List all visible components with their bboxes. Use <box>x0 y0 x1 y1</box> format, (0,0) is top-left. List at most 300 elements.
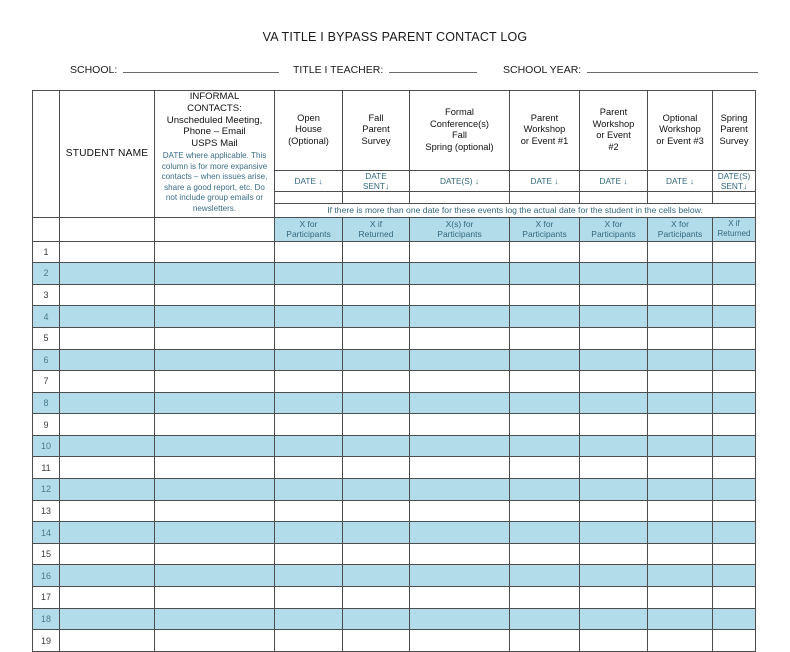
informal-title-line-3: Unscheduled Meeting, <box>166 114 263 126</box>
cell-fall-parent-survey[interactable] <box>343 543 410 565</box>
cell-open-house[interactable] <box>275 241 343 263</box>
cell-optional-workshop-3[interactable] <box>648 479 713 501</box>
row-number-cell: 3 <box>33 284 60 306</box>
cell-parent-workshop-1[interactable] <box>510 392 580 414</box>
row-number-cell: 8 <box>33 392 60 414</box>
cell-informal-contacts[interactable] <box>155 263 275 285</box>
cell-spring-parent-survey[interactable] <box>713 479 756 501</box>
cell-student-name[interactable] <box>60 522 155 544</box>
cell-student-name[interactable] <box>60 479 155 501</box>
cell-informal-contacts[interactable] <box>155 306 275 328</box>
x-label-parent-workshop-2 <box>580 217 648 241</box>
cell-parent-workshop-1[interactable] <box>510 414 580 436</box>
workshop2-title-line-4: #2 <box>608 141 619 152</box>
cell-spring-parent-survey[interactable] <box>713 349 756 371</box>
row-number-cell: 12 <box>33 479 60 501</box>
cell-parent-workshop-1[interactable] <box>510 630 580 652</box>
cell-parent-workshop-2[interactable] <box>580 241 648 263</box>
column-header-formal-conferences <box>410 91 510 171</box>
cell-optional-workshop-3[interactable] <box>648 630 713 652</box>
cell-formal-conferences[interactable] <box>410 306 510 328</box>
cell-parent-workshop-1[interactable] <box>510 522 580 544</box>
cell-fall-parent-survey[interactable] <box>343 587 410 609</box>
date-label-spring-survey-line-1: DATE(S) <box>717 170 751 181</box>
x-row-spacer-student-name <box>60 217 155 241</box>
x-row-spacer-informal <box>155 217 275 241</box>
workshop3-title-line-1: Optional <box>662 112 698 123</box>
cell-fall-parent-survey[interactable] <box>343 306 410 328</box>
cell-open-house[interactable] <box>275 500 343 522</box>
table-row <box>33 435 756 457</box>
banner-note: If there is more than one date for these events log the actual date for the student in the cells below. <box>275 203 756 217</box>
row-number-cell: 11 <box>33 457 60 479</box>
row-number-cell: 19 <box>33 630 60 652</box>
cell-parent-workshop-2[interactable] <box>580 392 648 414</box>
workshop3-title-line-3: or Event #3 <box>656 136 704 147</box>
cell-fall-parent-survey[interactable] <box>343 435 410 457</box>
cell-informal-contacts[interactable] <box>155 479 275 501</box>
form-fields <box>0 61 790 79</box>
workshop2-title-line-3: or Event <box>596 130 631 141</box>
table-row <box>33 241 756 263</box>
cell-parent-workshop-2[interactable] <box>580 500 648 522</box>
cell-spring-parent-survey[interactable] <box>713 306 756 328</box>
x-label-optional-workshop-3 <box>648 217 713 241</box>
cell-spring-parent-survey[interactable] <box>713 392 756 414</box>
date-label-spring-parent-survey <box>713 170 756 191</box>
cell-open-house[interactable] <box>275 392 343 414</box>
date-label-workshop3-line-1: DATE ↓ <box>666 175 694 186</box>
cell-fall-parent-survey[interactable] <box>343 349 410 371</box>
cell-parent-workshop-1[interactable] <box>510 371 580 393</box>
cell-parent-workshop-2[interactable] <box>580 543 648 565</box>
cell-spring-parent-survey[interactable] <box>713 565 756 587</box>
cell-student-name[interactable] <box>60 500 155 522</box>
header-blank-cell-parent-workshop-2 <box>580 191 648 203</box>
cell-informal-contacts[interactable] <box>155 241 275 263</box>
x-label-parent-workshop-1 <box>510 217 580 241</box>
cell-fall-parent-survey[interactable] <box>343 414 410 436</box>
cell-student-name[interactable] <box>60 392 155 414</box>
cell-parent-workshop-1[interactable] <box>510 284 580 306</box>
formal-conf-title-line-2: Conference(s) <box>430 118 489 129</box>
cell-parent-workshop-2[interactable] <box>580 457 648 479</box>
cell-fall-parent-survey[interactable] <box>343 565 410 587</box>
cell-informal-contacts[interactable] <box>155 414 275 436</box>
cell-informal-contacts[interactable] <box>155 392 275 414</box>
header-blank-cell-fall-parent-survey <box>343 191 410 203</box>
cell-parent-workshop-2[interactable] <box>580 435 648 457</box>
cell-student-name[interactable] <box>60 263 155 285</box>
table-row <box>33 543 756 565</box>
cell-formal-conferences[interactable] <box>410 630 510 652</box>
cell-student-name[interactable] <box>60 608 155 630</box>
cell-parent-workshop-1[interactable] <box>510 608 580 630</box>
page-title: VA TITLE I BYPASS PARENT CONTACT LOG <box>262 30 528 44</box>
cell-parent-workshop-1[interactable] <box>510 587 580 609</box>
cell-parent-workshop-2[interactable] <box>580 349 648 371</box>
row-number-cell: 14 <box>33 522 60 544</box>
cell-informal-contacts[interactable] <box>155 327 275 349</box>
workshop1-title-line-2: Workshop <box>523 124 566 135</box>
cell-optional-workshop-3[interactable] <box>648 435 713 457</box>
table-row <box>33 565 756 587</box>
cell-formal-conferences[interactable] <box>410 435 510 457</box>
cell-formal-conferences[interactable] <box>410 241 510 263</box>
cell-optional-workshop-3[interactable] <box>648 608 713 630</box>
field-school-year-input-line[interactable] <box>587 61 758 73</box>
cell-informal-contacts[interactable] <box>155 522 275 544</box>
table-row <box>33 392 756 414</box>
cell-informal-contacts[interactable] <box>155 630 275 652</box>
cell-formal-conferences[interactable] <box>410 587 510 609</box>
cell-formal-conferences[interactable] <box>410 479 510 501</box>
cell-spring-parent-survey[interactable] <box>713 414 756 436</box>
cell-informal-contacts[interactable] <box>155 371 275 393</box>
cell-optional-workshop-3[interactable] <box>648 327 713 349</box>
workshop3-title-line-2: Workshop <box>659 124 701 135</box>
cell-formal-conferences[interactable] <box>410 327 510 349</box>
cell-parent-workshop-2[interactable] <box>580 587 648 609</box>
date-label-fall-survey-line-1: DATE <box>365 170 387 181</box>
cell-optional-workshop-3[interactable] <box>648 263 713 285</box>
field-title-i-teacher <box>293 61 477 76</box>
fall-survey-title-line-3: Survey <box>361 136 391 147</box>
x-label-formal-conferences <box>410 217 510 241</box>
table-row <box>33 608 756 630</box>
row-number-cell: 7 <box>33 371 60 393</box>
cell-parent-workshop-2[interactable] <box>580 522 648 544</box>
cell-formal-conferences[interactable] <box>410 500 510 522</box>
column-header-parent-workshop-1 <box>510 91 580 171</box>
cell-student-name[interactable] <box>60 306 155 328</box>
open-house-title-line-3: (Optional) <box>288 136 329 147</box>
cell-formal-conferences[interactable] <box>410 284 510 306</box>
cell-fall-parent-survey[interactable] <box>343 371 410 393</box>
row-number-cell: 1 <box>33 241 60 263</box>
open-house-title-line-2: House <box>295 124 322 135</box>
cell-parent-workshop-1[interactable] <box>510 500 580 522</box>
date-label-fall-parent-survey <box>343 170 410 191</box>
cell-optional-workshop-3[interactable] <box>648 284 713 306</box>
header-row-x-marks <box>33 217 756 241</box>
cell-parent-workshop-1[interactable] <box>510 457 580 479</box>
x-label-formal-conf-line-2: Participants <box>437 229 482 240</box>
row-number-cell: 10 <box>33 435 60 457</box>
table-row <box>33 479 756 501</box>
cell-open-house[interactable] <box>275 284 343 306</box>
x-label-workshop2-line-2: Participants <box>591 229 636 240</box>
cell-informal-contacts[interactable] <box>155 608 275 630</box>
cell-formal-conferences[interactable] <box>410 608 510 630</box>
cell-open-house[interactable] <box>275 608 343 630</box>
cell-optional-workshop-3[interactable] <box>648 522 713 544</box>
spring-survey-title-line-3: Survey <box>719 136 749 147</box>
cell-fall-parent-survey[interactable] <box>343 500 410 522</box>
cell-fall-parent-survey[interactable] <box>343 241 410 263</box>
field-title-i-teacher-input-line[interactable] <box>389 61 477 73</box>
cell-parent-workshop-2[interactable] <box>580 284 648 306</box>
cell-parent-workshop-2[interactable] <box>580 306 648 328</box>
row-number-cell: 6 <box>33 349 60 371</box>
cell-formal-conferences[interactable] <box>410 457 510 479</box>
cell-student-name[interactable] <box>60 565 155 587</box>
table-row <box>33 522 756 544</box>
cell-parent-workshop-1[interactable] <box>510 241 580 263</box>
fall-survey-title-line-1: Fall <box>368 112 384 123</box>
parent-contact-log-table <box>32 90 756 652</box>
spring-survey-title-line-2: Parent <box>720 124 748 135</box>
column-header-informal-contacts <box>155 91 275 218</box>
cell-informal-contacts[interactable] <box>155 349 275 371</box>
cell-optional-workshop-3[interactable] <box>648 543 713 565</box>
cell-student-name[interactable] <box>60 371 155 393</box>
cell-open-house[interactable] <box>275 630 343 652</box>
cell-open-house[interactable] <box>275 522 343 544</box>
cell-spring-parent-survey[interactable] <box>713 371 756 393</box>
x-label-open-house-line-1: X for <box>299 218 318 229</box>
cell-spring-parent-survey[interactable] <box>713 241 756 263</box>
cell-spring-parent-survey[interactable] <box>713 263 756 285</box>
row-number-cell: 15 <box>33 543 60 565</box>
cell-open-house[interactable] <box>275 435 343 457</box>
table-row <box>33 500 756 522</box>
cell-informal-contacts[interactable] <box>155 565 275 587</box>
cell-student-name[interactable] <box>60 414 155 436</box>
cell-formal-conferences[interactable] <box>410 543 510 565</box>
field-school-input-line[interactable] <box>123 61 279 73</box>
cell-spring-parent-survey[interactable] <box>713 327 756 349</box>
date-label-formal-conf-line-1: DATE(S) ↓ <box>439 175 480 186</box>
cell-open-house[interactable] <box>275 327 343 349</box>
formal-conf-title-line-4: Spring (optional) <box>425 141 494 152</box>
cell-open-house[interactable] <box>275 371 343 393</box>
cell-parent-workshop-2[interactable] <box>580 565 648 587</box>
cell-spring-parent-survey[interactable] <box>713 587 756 609</box>
row-number-cell: 9 <box>33 414 60 436</box>
date-label-open-house-line-1: DATE ↓ <box>294 175 323 186</box>
field-school-label: SCHOOL: <box>70 64 118 76</box>
cell-optional-workshop-3[interactable] <box>648 500 713 522</box>
cell-spring-parent-survey[interactable] <box>713 457 756 479</box>
cell-spring-parent-survey[interactable] <box>713 543 756 565</box>
cell-formal-conferences[interactable] <box>410 371 510 393</box>
column-header-optional-workshop-3 <box>648 91 713 171</box>
cell-parent-workshop-1[interactable] <box>510 543 580 565</box>
cell-spring-parent-survey[interactable] <box>713 435 756 457</box>
cell-fall-parent-survey[interactable] <box>343 522 410 544</box>
cell-open-house[interactable] <box>275 587 343 609</box>
workshop2-title-line-1: Parent <box>599 107 628 118</box>
row-number-cell: 18 <box>33 608 60 630</box>
cell-optional-workshop-3[interactable] <box>648 565 713 587</box>
informal-title-line-4: Phone – Email <box>183 126 246 138</box>
date-label-optional-workshop-3 <box>648 170 713 191</box>
table-row <box>33 587 756 609</box>
field-school-year-label: SCHOOL YEAR: <box>503 64 582 76</box>
formal-conf-title-line-1: Formal <box>445 107 474 118</box>
row-number-cell: 5 <box>33 327 60 349</box>
cell-informal-contacts[interactable] <box>155 457 275 479</box>
x-row-spacer-row-number <box>33 217 60 241</box>
cell-fall-parent-survey[interactable] <box>343 263 410 285</box>
cell-open-house[interactable] <box>275 306 343 328</box>
cell-informal-contacts[interactable] <box>155 435 275 457</box>
cell-parent-workshop-1[interactable] <box>510 435 580 457</box>
fall-survey-title-line-2: Parent <box>362 124 390 135</box>
x-label-fall-survey-line-1: X if <box>369 218 383 229</box>
cell-fall-parent-survey[interactable] <box>343 630 410 652</box>
workshop2-title-line-2: Workshop <box>592 118 635 129</box>
cell-student-name[interactable] <box>60 587 155 609</box>
date-label-formal-conferences <box>410 170 510 191</box>
cell-optional-workshop-3[interactable] <box>648 587 713 609</box>
cell-parent-workshop-2[interactable] <box>580 414 648 436</box>
cell-open-house[interactable] <box>275 543 343 565</box>
date-label-fall-survey-line-2: SENT↓ <box>362 180 390 191</box>
table-row <box>33 284 756 306</box>
header-blank-cell-formal-conferences <box>410 191 510 203</box>
x-label-open-house <box>275 217 343 241</box>
header-blank-cell-open-house <box>275 191 343 203</box>
cell-parent-workshop-2[interactable] <box>580 371 648 393</box>
cell-fall-parent-survey[interactable] <box>343 392 410 414</box>
column-header-parent-workshop-2 <box>580 91 648 171</box>
cell-fall-parent-survey[interactable] <box>343 327 410 349</box>
cell-spring-parent-survey[interactable] <box>713 608 756 630</box>
cell-open-house[interactable] <box>275 479 343 501</box>
column-header-student-name: STUDENT NAME <box>60 91 155 218</box>
cell-formal-conferences[interactable] <box>410 565 510 587</box>
column-header-fall-parent-survey <box>343 91 410 171</box>
workshop1-title-line-1: Parent <box>530 112 559 123</box>
cell-open-house[interactable] <box>275 414 343 436</box>
cell-parent-workshop-2[interactable] <box>580 608 648 630</box>
informal-title-line-5: USPS Mail <box>191 138 238 150</box>
x-label-workshop1-line-2: Participants <box>522 229 567 240</box>
cell-student-name[interactable] <box>60 457 155 479</box>
formal-conf-title-line-3: Fall <box>452 130 467 141</box>
cell-open-house[interactable] <box>275 349 343 371</box>
header-blank-cell-parent-workshop-1 <box>510 191 580 203</box>
x-label-open-house-line-2: Participants <box>286 229 331 240</box>
cell-parent-workshop-1[interactable] <box>510 306 580 328</box>
cell-fall-parent-survey[interactable] <box>343 457 410 479</box>
cell-optional-workshop-3[interactable] <box>648 306 713 328</box>
cell-optional-workshop-3[interactable] <box>648 371 713 393</box>
workshop1-title-line-3: or Event #1 <box>520 136 569 147</box>
cell-informal-contacts[interactable] <box>155 587 275 609</box>
field-title-i-teacher-label: TITLE I TEACHER: <box>293 64 384 76</box>
cell-optional-workshop-3[interactable] <box>648 392 713 414</box>
column-header-spring-parent-survey <box>713 91 756 171</box>
row-number-cell: 16 <box>33 565 60 587</box>
cell-student-name[interactable] <box>60 327 155 349</box>
header-blank-cell-optional-workshop-3 <box>648 191 713 203</box>
cell-formal-conferences[interactable] <box>410 414 510 436</box>
cell-informal-contacts[interactable] <box>155 500 275 522</box>
cell-parent-workshop-2[interactable] <box>580 630 648 652</box>
table-row <box>33 306 756 328</box>
cell-student-name[interactable] <box>60 435 155 457</box>
cell-parent-workshop-2[interactable] <box>580 263 648 285</box>
column-header-open-house <box>275 91 343 171</box>
cell-formal-conferences[interactable] <box>410 392 510 414</box>
x-label-fall-survey-line-2: Returned <box>358 229 394 240</box>
cell-fall-parent-survey[interactable] <box>343 608 410 630</box>
cell-student-name[interactable] <box>60 349 155 371</box>
informal-title-line-1: INFORMAL <box>189 91 240 102</box>
cell-parent-workshop-2[interactable] <box>580 479 648 501</box>
table-body <box>33 241 756 651</box>
cell-parent-workshop-1[interactable] <box>510 327 580 349</box>
cell-student-name[interactable] <box>60 630 155 652</box>
table-row <box>33 371 756 393</box>
cell-optional-workshop-3[interactable] <box>648 414 713 436</box>
table-row <box>33 263 756 285</box>
cell-open-house[interactable] <box>275 565 343 587</box>
cell-parent-workshop-2[interactable] <box>580 327 648 349</box>
row-number-cell: 13 <box>33 500 60 522</box>
cell-fall-parent-survey[interactable] <box>343 284 410 306</box>
cell-fall-parent-survey[interactable] <box>343 479 410 501</box>
date-label-spring-survey-line-2: SENT↓ <box>720 180 748 191</box>
cell-informal-contacts[interactable] <box>155 284 275 306</box>
x-label-workshop1-line-1: X for <box>535 218 554 229</box>
cell-spring-parent-survey[interactable] <box>713 284 756 306</box>
cell-open-house[interactable] <box>275 263 343 285</box>
x-label-workshop2-line-1: X for <box>604 218 623 229</box>
column-header-row-number <box>33 91 60 218</box>
date-label-workshop1-line-1: DATE ↓ <box>530 175 559 186</box>
field-school <box>70 61 279 76</box>
cell-spring-parent-survey[interactable] <box>713 500 756 522</box>
x-label-formal-conf-line-1: X(s) for <box>445 218 474 229</box>
cell-spring-parent-survey[interactable] <box>713 630 756 652</box>
cell-open-house[interactable] <box>275 457 343 479</box>
header-row-titles <box>33 91 756 171</box>
cell-parent-workshop-1[interactable] <box>510 349 580 371</box>
x-label-spring-survey-line-1: X if Returned <box>717 218 751 239</box>
table-row <box>33 349 756 371</box>
cell-spring-parent-survey[interactable] <box>713 522 756 544</box>
cell-student-name[interactable] <box>60 241 155 263</box>
cell-optional-workshop-3[interactable] <box>648 241 713 263</box>
cell-parent-workshop-1[interactable] <box>510 479 580 501</box>
cell-informal-contacts[interactable] <box>155 543 275 565</box>
x-label-spring-parent-survey <box>713 217 756 241</box>
date-label-workshop2-line-1: DATE ↓ <box>599 175 628 186</box>
cell-formal-conferences[interactable] <box>410 263 510 285</box>
x-label-workshop3-line-2: Participants <box>657 229 703 240</box>
informal-contacts-note: DATE where applicable. This column is for more expansive contacts – when issues arise, share a good report, etc. Do not include group emails or newsletters. <box>161 150 268 213</box>
cell-student-name[interactable] <box>60 543 155 565</box>
field-school-year <box>503 61 758 76</box>
cell-optional-workshop-3[interactable] <box>648 349 713 371</box>
table-row <box>33 457 756 479</box>
table-header <box>33 91 756 242</box>
date-label-parent-workshop-2 <box>580 170 648 191</box>
cell-formal-conferences[interactable] <box>410 349 510 371</box>
cell-parent-workshop-1[interactable] <box>510 565 580 587</box>
cell-optional-workshop-3[interactable] <box>648 457 713 479</box>
row-number-cell: 2 <box>33 263 60 285</box>
spring-survey-title-line-1: Spring <box>720 112 748 123</box>
cell-student-name[interactable] <box>60 284 155 306</box>
cell-parent-workshop-1[interactable] <box>510 263 580 285</box>
header-blank-cell-spring-parent-survey <box>713 191 756 203</box>
cell-formal-conferences[interactable] <box>410 522 510 544</box>
